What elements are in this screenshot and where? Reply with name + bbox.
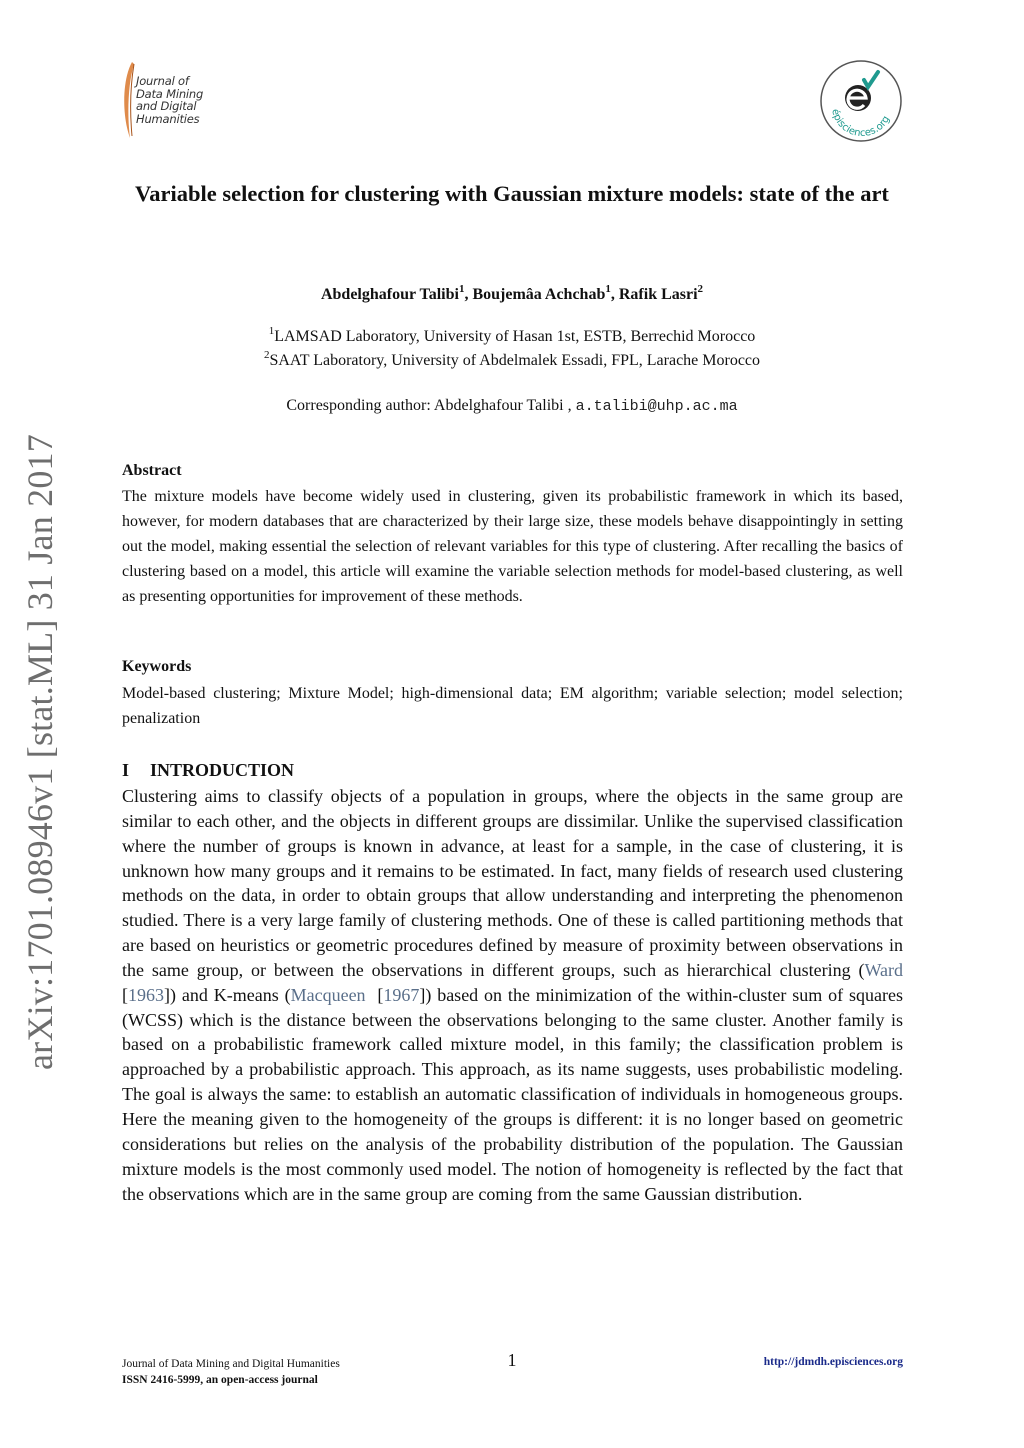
author-list [118,284,906,306]
introduction-text: Clustering aims to classify objects of a population in groups, where the objects in the same group are similar to each other, and the objects in different groups are dissimilar. Unlike the supervised classification where the number of groups is known in advance, at least for a sample, in the case of clustering, it is unknown how many groups and it remains to be estimated. In fact, many fields of research used clustering methods on the data, in order to obtain groups that allow understanding and interpreting the phenomenon studied. There is a very large family of clustering methods. One of these is called partitioning methods that are based on heuristics or geometric procedures defined by measure of proximity between observations in the same group, or between the observations in different groups, such as hierarchical clustering (Ward [1963]) and K-means (Macqueen [1967]) based on the minimization of the within-cluster sum of squares (WCSS) which is the distance between the observations belonging to the same cluster. Another family is based on a probabilistic framework called mixture model, in this family; the classification problem is approached by a probabilistic approach. This approach, as its name suggests, uses probabilistic modeling. The goal is always the same: to establish an automatic classification of individuals in homogeneous groups. Here the meaning given to the homogeneity of the groups is different: it is no longer based on geometric considerations but relies on the analysis of the probability distribution of the population. The Gaussian mixture models is the most commonly used model. The notion of homogeneity is reflected by the fact that the observations which are in the same group are coming from the same Gaussian distribution. [122,786,904,1204]
citation-year-link[interactable]: 1963 [128,984,164,1005]
author-name: Rafik Lasri [618,286,698,303]
affiliation-text: SAAT Laboratory, University of Abdelmalek Essadi, FPL, Larache Morocco [269,352,761,369]
page-number: 1 [507,1350,517,1370]
citation-link[interactable]: Ward [864,959,903,980]
intro-text-part: ]) based on the minimization of the within-cluster sum of squares (WCSS) which is the distance between the observations belonging to the same cluster. Another family is based on a probabilistic framework called mixture model, in this family; the classification problem is approached by a probabilistic approach. This approach, as its name suggests, uses probabilistic modeling. The goal is always the same: to establish an automatic classification of individuals in homogeneous groups. Here the meaning given to the homogeneity of the groups is different: it is no longer based on geometric considerations but relies on the analysis of the probability distribution of the population. The Gaussian mixture models is the most commonly used model. The notion of homogeneity is reflected by the fact that the observations which are in the same group are coming from the same Gaussian distribution. [122,984,904,1204]
episciences-logo [818,58,904,144]
episciences-logo-text: épisciences.org [829,107,893,140]
arxiv-stamp: arXiv:1701.08946v1 [stat.ML] 31 Jan 2017 [20,434,60,1070]
journal-logo [118,58,204,142]
footer-journal-info [122,1356,340,1388]
corresponding-author [118,395,906,418]
citation-year-link[interactable]: 1967 [383,984,420,1005]
affiliation [118,350,906,372]
section-number: I [122,760,130,780]
corresponding-author-label: Corresponding author: Abdelghafour Talibi , [286,397,576,414]
affiliation-text: LAMSAD Laboratory, University of Hasan 1st, ESTB, Berrechid Morocco [274,328,756,345]
author-affiliation-mark: 2 [697,282,704,295]
introduction-heading [122,758,294,782]
citation-link[interactable]: Macqueen [290,984,366,1005]
author-name: Boujemâa Achchab [472,286,606,303]
journal-logo-line: and Digital [136,99,197,113]
affiliation-mark: 2 [263,348,270,361]
author-separator: , [464,286,473,303]
author-affiliation-mark: 1 [605,282,611,295]
author-email-link[interactable]: a.talibi@uhp.ac.ma [575,398,738,415]
keywords-text: Model-based clustering; Mixture Model; high-dimensional data; EM algorithm; variable selection; model selection; penalization [122,685,903,727]
affiliation [118,326,906,348]
keywords-heading: Keywords [122,658,192,675]
journal-logo-line: Data Mining [136,86,204,101]
abstract-text: The mixture models have become widely used in clustering, given its probabilistic framework in which its based, however, for modern databases that are characterized by their large size, these models behave disappointingly in setting out the model, making essential the selection of relevant variables for this type of clustering. After recalling the basics of clustering based on a model, this article will examine the variable selection methods for model-based clustering, as well as presenting opportunities for improvement of these methods. [122,488,903,605]
footer-journal-name: Journal of Data Mining and Digital Humanities [122,1358,340,1370]
journal-url-link[interactable]: http://jdmdh.episciences.org [763,1356,903,1368]
affiliation-mark: 1 [268,324,275,337]
abstract-heading: Abstract [122,462,182,479]
footer-issn: ISSN 2416-5999, an open-access journal [122,1374,318,1386]
paper-title: Variable selection for clustering with Gaussian mixture models: state of the art [135,181,889,206]
author-affiliation-mark: 1 [458,282,465,295]
intro-text-part: Clustering aims to classify objects of a population in groups, where the objects in the same group are similar to each other, and the objects in different groups are dissimilar. Unlike the supervised classification where the number of groups is known in advance, at least for a sample, in the case of clustering, it is unknown how many groups and it remains to be estimated. In fact, many fields of research used clustering methods on the data, in order to obtain groups that allow understanding and interpreting the phenomenon studied. There is a very large family of clustering methods. One of these is called partitioning methods that are based on heuristics or geometric procedures defined by measure of proximity between observations in the same group, or between the observations in different groups, such as hierarchical clustering ( [122,786,903,980]
author-separator: , [610,286,619,303]
author-name: Abdelghafour Talibi [320,286,459,303]
section-title: INTRODUCTION [150,760,295,780]
journal-logo-line: Journal of [136,74,189,88]
journal-logo-line: Humanities [136,111,200,126]
intro-text-part: ]) and K-means ( [164,984,291,1005]
